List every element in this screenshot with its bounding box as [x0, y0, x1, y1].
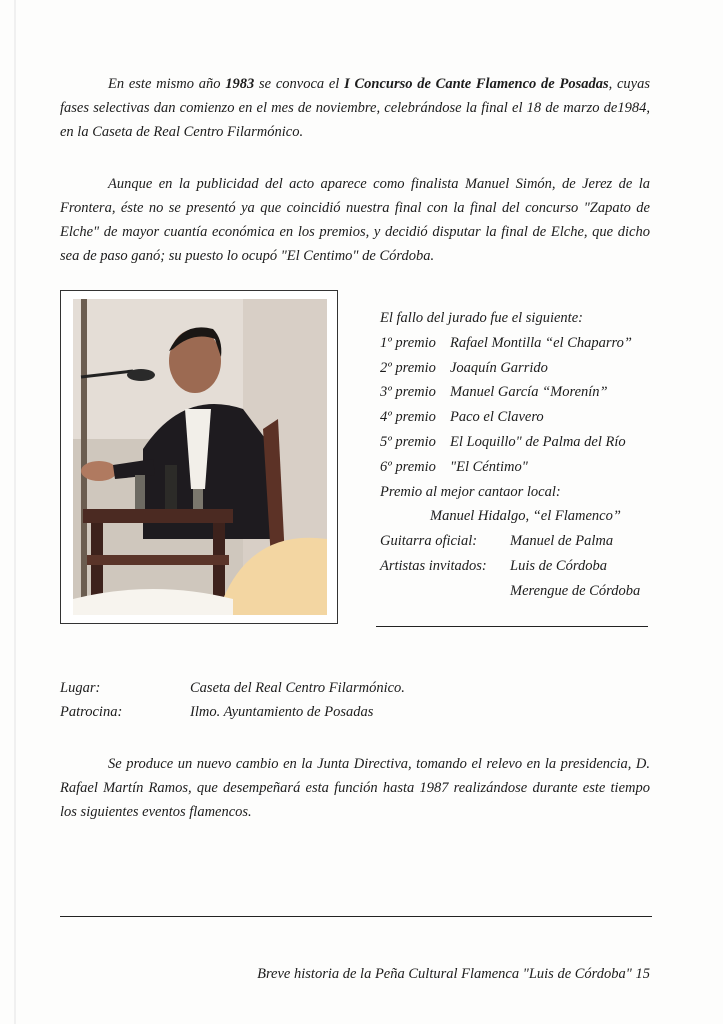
- guest-name: Merengue de Córdoba: [510, 582, 641, 599]
- prize-winner: Manuel García “Morenín”: [450, 384, 608, 401]
- prize-row: [380, 430, 680, 455]
- paragraph-contest-intro: [60, 72, 650, 144]
- p1-contest-name: I Concurso de Cante Flamenco de Posadas: [344, 76, 609, 92]
- guitar-label: Guitarra oficial:: [380, 533, 478, 550]
- prize-place: 4º premio: [380, 409, 436, 426]
- patrocina-value: Ilmo. Ayuntamiento de Posadas: [190, 704, 374, 720]
- prize-place: 6º premio: [380, 458, 436, 475]
- prize-place: 5º premio: [380, 433, 436, 450]
- results-divider: [376, 626, 648, 627]
- prize-row: [380, 380, 680, 405]
- guitar-row: [380, 529, 680, 554]
- prize-winner: Paco el Clavero: [450, 409, 544, 426]
- local-prize-label: Premio al mejor cantaor local:: [380, 483, 561, 500]
- prize-winner: El Loquillo" de Palma del Río: [450, 433, 626, 450]
- lugar-row: [60, 676, 405, 700]
- prize-row: [380, 331, 680, 356]
- p1-mid: se convoca el: [254, 76, 345, 92]
- prize-row: [380, 405, 680, 430]
- prize-row: [380, 356, 680, 381]
- p1-pre: En este mismo año: [108, 76, 226, 92]
- prize-place: 1º premio: [380, 334, 436, 351]
- lugar-label: Lugar:: [60, 680, 101, 696]
- guests-label: Artistas invitados:: [380, 557, 487, 574]
- guests-row: [380, 554, 680, 579]
- photo-frame: [60, 290, 338, 624]
- prize-place: 2º premio: [380, 359, 436, 376]
- paragraph-finalist: Aunque en la publicidad del acto aparece como finalista Manuel Simón, de Jerez de la Frontera, éste no se presentó ya que coincidió nuestra final con la final del concurso "Zapato de Elche" de mayor cuantía económica en los premios, y decidió disputar la final de Elche, que dicho sea de paso ganó; su puesto lo ocupó "El Centimo" de Córdoba.: [60, 176, 650, 264]
- p1-year: 1983: [225, 76, 255, 92]
- prize-winner: Rafael Montilla “el Chaparro”: [450, 334, 632, 351]
- guest-name: Luis de Córdoba: [510, 557, 607, 574]
- event-info: [60, 676, 405, 724]
- singer-photo: [73, 299, 327, 615]
- local-prize-winner: Manuel Hidalgo, “el Flamenco”: [430, 508, 621, 525]
- lugar-value: Caseta del Real Centro Filarmónico.: [190, 680, 405, 696]
- prize-winner: Joaquín Garrido: [450, 359, 548, 376]
- paragraph-new-board: Se produce un nuevo cambio en la Junta Directiva, tomando el relevo en la presidencia, D. Rafael Martín Ramos, que desempeñará esta función hasta 1987 realizándose durante este tiempo los siguientes eventos flamencos.: [60, 756, 650, 820]
- scan-margin-line: [14, 0, 16, 1024]
- results-heading: El fallo del jurado fue el siguiente:: [380, 310, 583, 326]
- prize-place: 3º premio: [380, 384, 436, 401]
- patrocina-row: [60, 700, 405, 724]
- page-footer: Breve historia de la Peña Cultural Flamenca "Luis de Córdoba" 15: [257, 966, 650, 982]
- footer-divider: [60, 916, 652, 917]
- prize-winner: "El Céntimo": [450, 458, 528, 475]
- jury-results: [380, 306, 680, 604]
- guitar-name: Manuel de Palma: [510, 533, 614, 550]
- p1-post: , cuyas fases selectivas dan comienzo en el mes de noviembre, celebrándose la final el 18 de marzo de1984, en la Caseta de Real Centro Filarmónico.: [60, 76, 651, 140]
- prize-row: [380, 455, 680, 480]
- patrocina-label: Patrocina:: [60, 704, 123, 720]
